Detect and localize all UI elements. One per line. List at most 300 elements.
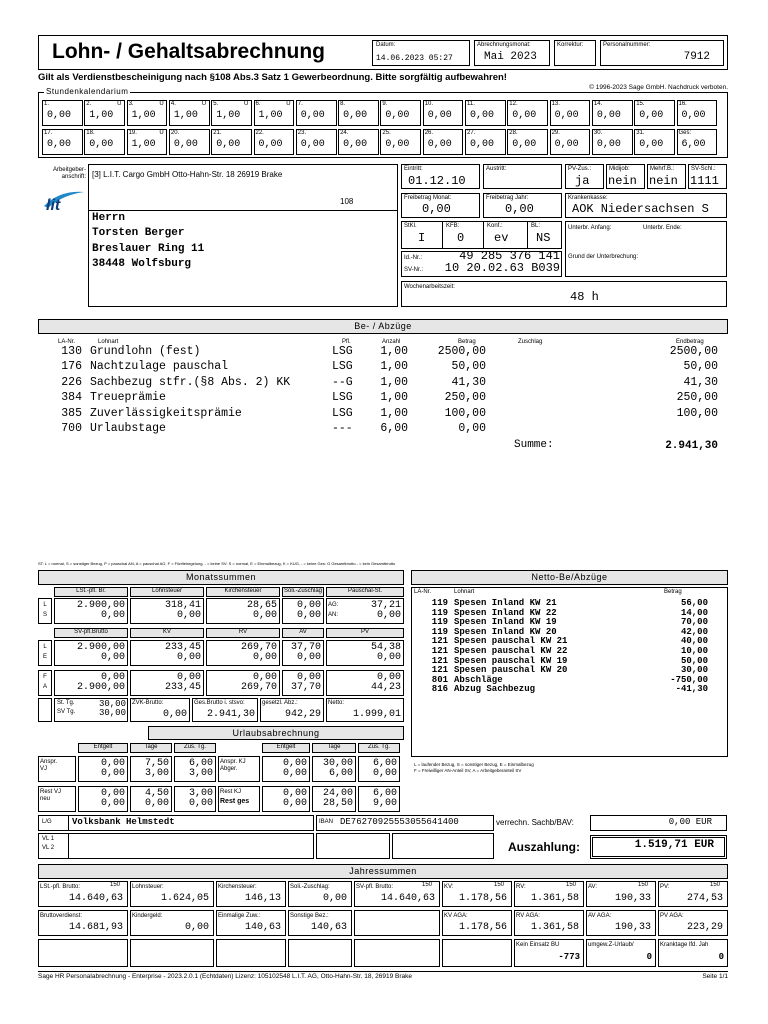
jahr-r3-value: -773 [558, 952, 580, 962]
bezug-betrag: 100,00 [444, 406, 486, 420]
copyright: © 1996-2023 Sage GmbH. Nachdruck verboten. [589, 84, 728, 91]
fb-monat-value: 0,00 [422, 202, 451, 216]
monat-r2-head: KV [162, 629, 171, 635]
calendar-day-label: 28. [509, 130, 518, 136]
netto-betrag: 14,00 [680, 607, 708, 618]
lit-logo [40, 186, 88, 214]
sttg-value: 30,00 [98, 699, 126, 709]
idnr-value: 49 285 376 141 [459, 249, 560, 263]
bezug-lohnart: Treueprämie [90, 391, 166, 405]
urlaub-value: 0,00 [100, 768, 125, 779]
jahr-empty-cell [442, 939, 512, 967]
calendar-day-hours: 6,00 [681, 139, 706, 150]
calendar-day-flag: U [117, 101, 122, 107]
calendar-day-label: 21. [213, 130, 222, 136]
jahr-label: PV: [660, 884, 670, 890]
urlaub-head: Entgelt [93, 744, 113, 750]
calendar-day-hours: 0,00 [385, 139, 410, 150]
netto-label: Netto: [328, 700, 345, 706]
monat-side-label: L [43, 602, 47, 608]
monat-value: 0,00 [252, 652, 277, 663]
steuer-divider-2 [483, 221, 484, 249]
monat-value: 54,38 [370, 642, 401, 653]
calendar-day-label: 20. [170, 130, 180, 136]
calendar-day-label: 29. [551, 130, 560, 136]
vl-box [38, 833, 314, 859]
calendar-day-hours: 0,00 [47, 110, 72, 121]
calendar-day-hours: 0,00 [554, 110, 579, 121]
calendar-day-hours: 1,00 [131, 139, 156, 150]
jahr-count: 150 [110, 882, 121, 888]
netto-value: 1.999,01 [352, 709, 401, 720]
jahr-value: 1.361,58 [530, 893, 579, 904]
monat-value: 0,00 [176, 672, 201, 683]
korrektur-label: Korrektur: [557, 42, 584, 48]
steuer-divider-1 [442, 221, 443, 249]
fb-jahr-value: 0,00 [505, 202, 534, 216]
lit-logo-text: lit [46, 197, 61, 214]
jahr-label: RV: [516, 884, 526, 890]
netto-la: 119 [431, 598, 448, 608]
footer-text: Sage HR Personalabrechnung - Enterprise - 2023.2.0.1 (Echtdaten) Lizenz: 105102548 L.I.T. AG, Otto-Hahn-Str. 18, 26919 Brake [38, 973, 412, 980]
netto-lohnart: Spesen Inland KW 20 [454, 626, 557, 637]
footer-rule [38, 971, 728, 972]
vl-mid-box [316, 833, 390, 859]
netto-col-la: LA-Nr. [414, 589, 432, 595]
bezug-endbetrag: 100,00 [676, 406, 718, 420]
jahr-r3-value: 0 [646, 952, 652, 962]
netto-la: 119 [431, 626, 448, 637]
jahr-value: 274,53 [686, 893, 723, 904]
netto-lohnart: Abzug Sachbezug [454, 684, 536, 695]
urlaub-value: 6,00 [328, 768, 353, 779]
vl-right-box [392, 833, 494, 859]
monat-r1-head: Soli.-Zuschlag [283, 588, 322, 594]
monat-value: 269,70 [240, 682, 277, 693]
monat-value: 2.900,00 [76, 600, 125, 611]
bezug-anzahl: 1,00 [380, 375, 408, 389]
jahr-value: 14.640,63 [68, 893, 123, 904]
bezug-lohnart: Nachtzulage pauschal [90, 360, 229, 374]
calendar-day-hours: 0,00 [427, 110, 452, 121]
calendar-day-label: 2. [86, 101, 92, 107]
calendar-day-label: 10. [424, 101, 434, 107]
netto-betrag: 30,00 [680, 665, 708, 676]
bezug-betrag: 41,30 [451, 375, 486, 389]
jahr-value: 223,29 [686, 922, 723, 933]
monat-value: 37,70 [290, 682, 321, 693]
urlaub-value: 0,00 [282, 798, 307, 809]
mehrfb-value: nein [649, 174, 678, 188]
netto-la: 816 [431, 684, 448, 695]
footer-page: Seite 1/1 [702, 973, 728, 980]
col-pfl: Pfl. [342, 339, 351, 345]
bezug-anzahl: 1,00 [380, 406, 408, 420]
jahr-empty-cell [38, 939, 128, 967]
datum-value: 14.06.2023 05:27 [376, 54, 453, 63]
svnr-label: SV-Nr.: [404, 267, 424, 273]
monat-value: 269,70 [240, 642, 277, 653]
jahr-label: Bruttoverdienst: [40, 913, 83, 919]
unterbr-anfang-label: Unterbr. Anfang: [568, 225, 612, 231]
zvk-value: 0,00 [162, 709, 187, 720]
legal-note: Gilt als Verdienstbescheinigung nach §108 Abs.3 Satz 1 Gewerbeordnung. Bitte sorgfältig aufbewahren! [38, 72, 507, 83]
woche-value: 48 h [570, 290, 599, 304]
urlaub-mid-label: Rest KJ [220, 789, 242, 795]
midijob-value: nein [608, 174, 637, 188]
monat-value: 0,00 [296, 672, 321, 683]
jahr-count: 150 [422, 882, 433, 888]
eintritt-value: 01.12.10 [408, 174, 466, 188]
idnr-label: Id.-Nr.: [404, 255, 423, 261]
col-betrag: Betrag [458, 339, 476, 345]
monat-value: 0,00 [100, 672, 125, 683]
steuer-legend: ST: L = normal, S = sonstiger Bezug, P = pauschal AN, A = pauschal AG, F = Fünftelregelung, - = keine SV: S = normal, E = Einmalbezug, K = KUG, - = keine Ges: G Gesamtbrutto - = kein Gesamtbrutto [38, 561, 396, 566]
bezug-lohnart: Urlaubstage [90, 422, 166, 435]
jahr-empty-cell [288, 939, 352, 967]
urlaub-mid-label: Anspr. KJ Abger. [220, 759, 246, 772]
urlaub-row-label: Anspr. VJ [40, 759, 58, 772]
urlaub-head: Tage [144, 744, 158, 750]
jahr-label: Kirchensteuer: [218, 884, 257, 890]
calendar-day-hours: 0,00 [89, 139, 114, 150]
jahr-value: 1.361,58 [530, 922, 579, 933]
svtg-label: SV Tg. [57, 709, 76, 715]
netto-betrag: -41,30 [675, 684, 708, 695]
datum-label: Datum: [376, 42, 396, 48]
jahr-r3-label: Kranktage lfd. Jah [660, 942, 709, 948]
monat-value: 2.900,00 [76, 682, 125, 693]
jahr-count: 150 [566, 882, 577, 888]
monat-r1-head: Lohnsteuer [151, 588, 183, 594]
monat-ag-label: AG: [328, 602, 339, 608]
jahr-label: Sonstige Bez.: [290, 913, 329, 919]
monat-value: Mai 2023 [484, 51, 537, 63]
employer-code: 108 [340, 197, 354, 206]
calendar-day-label: 27. [467, 130, 476, 136]
monat-r2-head: PV [360, 629, 369, 635]
monat-r2-head: RV [238, 629, 248, 635]
monat-an-label: AN: [328, 612, 339, 618]
netto-lohnart: Spesen pauschal KW 19 [454, 655, 568, 666]
urlaub-head: Entgelt [276, 744, 296, 750]
jahr-value: 190,33 [614, 922, 651, 933]
personalnr-label: Personalnummer: [603, 42, 651, 48]
netto-betrag: 70,00 [680, 617, 708, 628]
recipient-line-4: 38448 Wolfsburg [92, 258, 192, 270]
urlaub-row-label: Rest VJ neu [40, 789, 62, 802]
lit-logo-icon [40, 186, 88, 214]
calendar-day-label: 30. [593, 130, 603, 136]
netto-la: 121 [431, 636, 448, 647]
calendar-day-label: 9. [382, 101, 388, 107]
netto-col-lohnart: Lohnart [454, 589, 475, 595]
monat-header: Monatssummen [38, 570, 404, 585]
netto-lohnart: Spesen Inland KW 21 [454, 598, 557, 608]
urlaub-value: 0,00 [282, 758, 307, 769]
calendar-day-hours: 0,00 [596, 110, 621, 121]
netto-betrag: 42,00 [680, 626, 708, 637]
jahr-count: 150 [638, 882, 649, 888]
bezug-la: 176 [61, 360, 82, 374]
steuer-divider-3 [527, 221, 528, 249]
col-endbetrag: Endbetrag [676, 339, 704, 345]
urlaub-value: 0,00 [282, 768, 307, 779]
urlaub-value: 3,00 [144, 768, 169, 779]
vl2-label: VL 2 [42, 845, 55, 851]
calendar-day-label: 12. [509, 101, 518, 107]
netto-la: 121 [431, 646, 448, 656]
svnr-value: 10 20.02.63 B039 [444, 261, 560, 275]
calendar-day-hours: 0,00 [300, 139, 325, 150]
bezug-la: 700 [61, 422, 82, 435]
monat-value: 0,00 [100, 652, 125, 663]
calendar-day-label: 4. [170, 101, 176, 107]
calendar-day-flag: U [244, 101, 249, 107]
jahr-value: 140,63 [244, 922, 281, 933]
gesetzl-label: gesetzl. Abz.: [262, 700, 298, 706]
summe-value: 2.941,30 [665, 440, 718, 452]
bezug-la: 130 [61, 345, 82, 358]
bezug-betrag: 2500,00 [437, 345, 486, 358]
monat-value: 0,00 [252, 672, 277, 683]
netto-col-betrag: Betrag [664, 589, 682, 595]
urlaub-header: Urlaubsabrechnung [148, 726, 404, 740]
bezug-lohnart: Grundlohn (fest) [90, 345, 201, 358]
jahr-label: Einmalige Zuw.: [218, 913, 261, 919]
monat-side-label: F [43, 674, 47, 680]
jahr-r3-value: 0 [718, 952, 724, 962]
monat-r2-head: AV [299, 629, 307, 635]
bezug-la: 226 [61, 375, 82, 389]
urlaub-head: Tage [327, 744, 341, 750]
bezug-anzahl: 1,00 [380, 345, 408, 358]
urlaub-value: 24,00 [322, 788, 353, 799]
summe-label: Summe: [514, 439, 554, 451]
calendar-day-hours: 0,00 [258, 139, 283, 150]
monat-side-label: S [42, 612, 47, 618]
monat-value: 0,00 [176, 610, 201, 621]
calendar-day-label: 22. [255, 130, 264, 136]
pvzus-value: ja [575, 174, 590, 188]
calendar-day-hours: 0,00 [470, 110, 495, 121]
employer-label [38, 167, 86, 181]
urlaub-value: 4,50 [144, 788, 169, 799]
calendar-day-label: 14. [593, 101, 603, 107]
urlaub-value: 7,50 [144, 758, 169, 769]
calendar-day-hours: 0,00 [470, 139, 495, 150]
jahr-label: Kindergeld: [132, 913, 163, 919]
zvk-label: ZVK-Brutto: [132, 700, 164, 706]
netto-legend: L = laufender Bezug, S = sonstiger Bezug, E = Einmalbezug F = Freiwilliger AN-Anteil SV, A = Arbeitgeberanteil SV [414, 762, 534, 773]
bezuege-header: Be- / Abzüge [38, 319, 728, 334]
unterbr-ende-label: Unterbr. Ende: [643, 225, 682, 231]
urlaub-rest-ges-label: Rest ges [220, 798, 250, 805]
jahr-label: KV AGA: [444, 913, 468, 919]
jahr-value: 146,13 [244, 893, 281, 904]
bezug-pfl: LSG [332, 406, 353, 420]
jahr-value: 14.640,63 [380, 893, 435, 904]
bank-divider [68, 815, 69, 831]
calendar-day-hours: 0,00 [173, 139, 198, 150]
jahr-label: Lohnsteuer: [132, 884, 164, 890]
calendar-day-hours: 0,00 [343, 110, 368, 121]
bezug-endbetrag: 41,30 [683, 375, 718, 389]
netto-lohnart: Spesen Inland KW 19 [454, 617, 557, 628]
netto-lohnart: Spesen pauschal KW 21 [454, 636, 568, 647]
netto-la: 801 [431, 674, 448, 685]
calendar-day-hours: 0,00 [639, 110, 664, 121]
calendar-day-hours: 0,00 [639, 139, 664, 150]
bezug-betrag: 250,00 [444, 391, 486, 405]
calendar-day-hours: 0,00 [427, 139, 452, 150]
calendar-day-label: 19. [128, 130, 137, 136]
monat-value: 37,21 [370, 600, 401, 611]
urlaub-value: 0,00 [188, 798, 213, 809]
calendar-day-hours: 1,00 [216, 110, 241, 121]
jahr-value: 0,00 [184, 922, 209, 933]
col-zuschlag: Zuschlag [518, 339, 543, 345]
woche-label: Wochenarbeitszeit: [404, 284, 455, 290]
jahr-value: 0,00 [322, 893, 347, 904]
urlaub-value: 3,00 [188, 788, 213, 799]
monat-value: 0,00 [376, 652, 401, 663]
calendar-day-hours: 0,00 [596, 139, 621, 150]
recipient-line-3: Breslauer Ring 11 [92, 243, 205, 255]
jahr-empty-cell [216, 939, 286, 967]
lg-label: L/G [42, 819, 52, 825]
jahr-label: RV AGA: [516, 913, 540, 919]
kfb-label: KFB: [446, 223, 460, 229]
jahr-value: 1.178,56 [458, 922, 507, 933]
employer-label-text: Arbeitgeber- anschrift: [52, 167, 86, 180]
netto-lohnart: Abschläge [454, 674, 503, 685]
bank-name: Volksbank Helmstedt [72, 817, 175, 827]
jahr-label: PV AGA: [660, 913, 684, 919]
jahr-empty-cell [130, 939, 214, 967]
konf-value: ev [494, 231, 509, 245]
netto-betrag: 50,00 [680, 655, 708, 666]
monat-value: 28,65 [246, 600, 277, 611]
calendar-day-hours: 0,00 [512, 110, 537, 121]
bezug-anzahl: 6,00 [380, 422, 408, 435]
jahr-count: 150 [710, 882, 721, 888]
jahr-header: Jahressummen [38, 864, 728, 879]
bezug-pfl: --- [332, 422, 353, 435]
midijob-label: Midijob: [609, 166, 630, 172]
monat-value: 0,00 [296, 652, 321, 663]
calendar-day-flag: U [159, 130, 164, 136]
iban-value: DE76270925553055641400 [340, 817, 459, 827]
monat-r1-head: Kirchensteuer [224, 588, 262, 594]
col-lohnart: Lohnart [98, 339, 119, 345]
urlaub-head: Zus. Tg. [184, 744, 206, 750]
urlaub-value: 6,00 [188, 758, 213, 769]
urlaub-value: 28,50 [322, 798, 353, 809]
jahr-value: 190,33 [614, 893, 651, 904]
netto-betrag: 40,00 [680, 636, 708, 647]
netto-betrag: 10,00 [680, 646, 708, 656]
monat-side-cell [38, 698, 52, 722]
bezug-betrag: 50,00 [451, 360, 486, 374]
urlaub-value: 6,00 [372, 788, 397, 799]
urlaub-value: 3,00 [188, 768, 213, 779]
netto-la: 121 [431, 655, 448, 666]
monat-label: Abrechnungsmonat: [477, 42, 531, 48]
netto-betrag: 56,00 [680, 598, 708, 608]
auszahlung-label: Auszahlung: [508, 840, 580, 854]
jahr-r3-label: umgew.Z-Urlaub/ [588, 942, 634, 948]
urlaub-value: 0,00 [282, 788, 307, 799]
fb-monat-label: Freibetrag Monat: [404, 195, 452, 201]
sttg-label: St. Tg. [57, 700, 75, 706]
mehrfb-label: Mehrf.B.: [650, 166, 675, 172]
calendar-day-hours: 0,00 [512, 139, 537, 150]
jahr-count: 150 [494, 882, 505, 888]
bl-value: NS [536, 231, 551, 245]
calendar-day-hours: 0,00 [47, 139, 72, 150]
col-la: LA-Nr. [58, 339, 76, 345]
calendar-day-label: 11. [467, 101, 475, 107]
urlaub-value: 0,00 [372, 768, 397, 779]
calendar-day-label: 17. [44, 130, 53, 136]
calendar-day-hours: 0,00 [300, 110, 325, 121]
employer-address: [3] L.I.T. Cargo GmbH Otto-Hahn-Str. 18 26919 Brake [92, 170, 283, 179]
urlaub-value: 9,00 [372, 798, 397, 809]
calendar-day-label: 25. [382, 130, 391, 136]
calendar-day-label: 13. [551, 101, 560, 107]
calendar-day-label: 15. [636, 101, 645, 107]
calendar-day-label: 7. [297, 101, 303, 107]
monat-value: 233,45 [164, 682, 201, 693]
monat-side-label: A [42, 684, 47, 690]
konf-label: Konf.: [487, 223, 503, 229]
jahr-label: KV: [444, 884, 454, 890]
bezug-anzahl: 1,00 [380, 360, 408, 374]
calendar-day-label: 23. [297, 130, 307, 136]
gesetzl-value: 942,29 [284, 709, 321, 720]
calendar-day-hours: 1,00 [258, 110, 283, 121]
svtg-value: 30,00 [98, 708, 126, 718]
jahr-label: Soli.-Zuschlag: [290, 884, 330, 890]
jahr-value: 1.624,05 [160, 893, 209, 904]
calendar-day-hours: 1,00 [89, 110, 114, 121]
jahr-empty-cell [354, 939, 440, 967]
monat-value: 0,00 [176, 652, 201, 663]
verr-label: verrechn. Sachb/BAV: [496, 818, 574, 827]
monat-r1-head: Pauschal-St. [347, 588, 383, 594]
kfb-value: 0 [457, 231, 465, 245]
jahr-label: SV-pfl. Brutto: [356, 884, 394, 890]
calendar-day-hours: 0,00 [216, 139, 241, 150]
netto-lohnart: Spesen pauschal KW 22 [454, 646, 568, 656]
monat-value: 0,00 [376, 610, 401, 621]
monat-value: 0,00 [376, 672, 401, 683]
grund-label: Grund der Unterbrechung: [568, 254, 639, 260]
calendar-day-label: 8. [340, 101, 346, 107]
urlaub-value: 0,00 [100, 758, 125, 769]
monat-value: 233,45 [164, 642, 201, 653]
calendar-day-flag: U [159, 101, 164, 107]
calendar-day-label: 6. [255, 101, 261, 107]
urlaub-value: 0,00 [100, 798, 125, 809]
calendar-day-hours: 0,00 [681, 110, 706, 121]
urlaub-value: 30,00 [322, 758, 353, 769]
jahr-value: 140,63 [310, 922, 347, 933]
col-anzahl: Anzahl [382, 339, 401, 345]
calendar-day-hours: 1,00 [131, 110, 156, 121]
monat-value: 0,00 [100, 610, 125, 621]
